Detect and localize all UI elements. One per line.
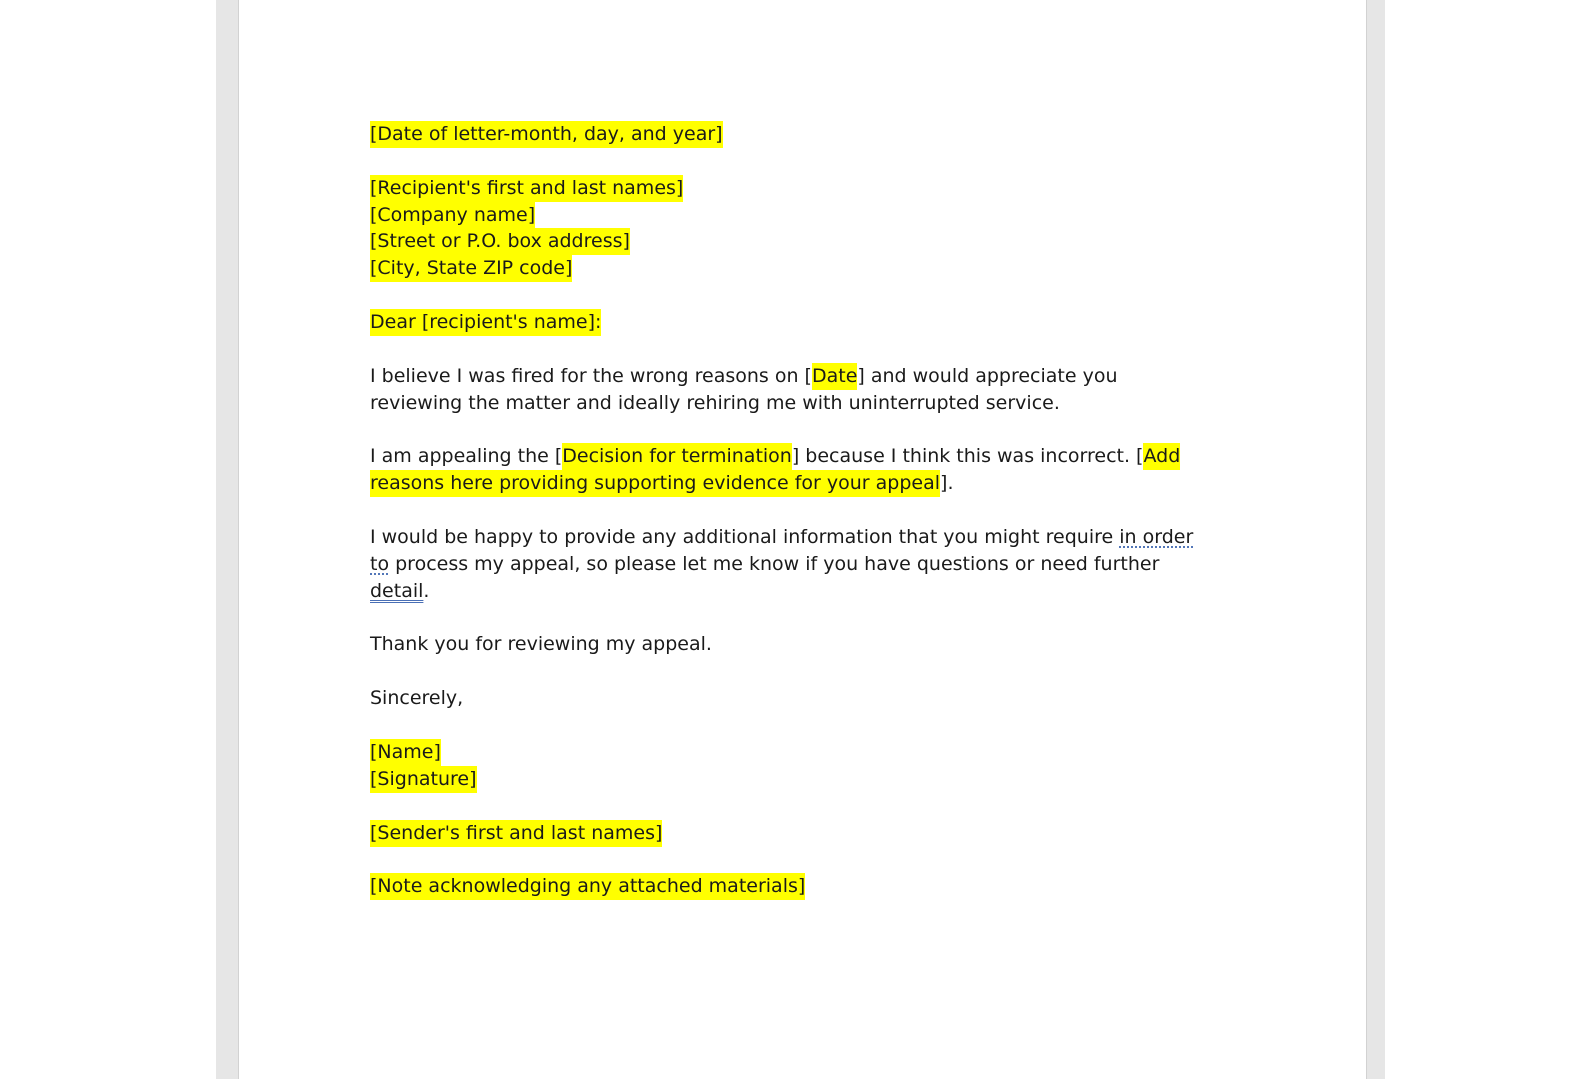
- body-paragraph-2: [370, 443, 1210, 497]
- body-paragraph-3: [370, 524, 1210, 604]
- recipient-address-block: [370, 175, 1210, 282]
- left-margin-gutter: [216, 0, 238, 1079]
- recipient-name-placeholder[interactable]: [Recipient's first and last names]: [370, 175, 683, 202]
- salutation-paragraph: [370, 309, 1210, 336]
- decision-placeholder[interactable]: Decision for termination: [562, 443, 792, 470]
- para2-text-c: ] because I think this was incorrect. [: [791, 445, 1144, 468]
- city-state-zip-placeholder[interactable]: [City, State ZIP code]: [370, 255, 572, 282]
- grammar-suggestion-in-order-to[interactable]: in order to: [370, 525, 1194, 575]
- attachments-note-placeholder[interactable]: [Note acknowledging any attached materials]: [370, 873, 805, 900]
- reasons-placeholder[interactable]: Add reasons here providing supporting evidence for your appeal: [370, 443, 1180, 497]
- para1-text-a: I believe I was fired for the wrong reasons on [: [370, 364, 812, 387]
- para2-text-a: I am appealing the [: [370, 445, 563, 468]
- grammar-suggestion-detail[interactable]: detail: [370, 579, 424, 602]
- name-placeholder[interactable]: [Name]: [370, 739, 441, 766]
- signature-block: [370, 739, 1210, 793]
- thanks-paragraph: [370, 631, 1210, 658]
- closing-text: Sincerely,: [370, 687, 464, 710]
- date-paragraph: [370, 121, 1210, 148]
- sender-paragraph: [370, 820, 1210, 847]
- letter-body[interactable]: [370, 121, 1210, 927]
- body-paragraph-1: [370, 363, 1210, 417]
- attachments-paragraph: [370, 873, 1210, 900]
- company-name-placeholder[interactable]: [Company name]: [370, 202, 535, 229]
- termination-date-placeholder[interactable]: Date: [812, 363, 857, 390]
- street-address-placeholder[interactable]: [Street or P.O. box address]: [370, 228, 630, 255]
- salutation-placeholder[interactable]: Dear [recipient's name]:: [370, 309, 601, 336]
- thanks-text: Thank you for reviewing my appeal.: [370, 633, 712, 656]
- para2-text-e: ].: [940, 472, 954, 495]
- closing-paragraph: [370, 685, 1210, 712]
- sender-name-placeholder[interactable]: [Sender's first and last names]: [370, 820, 662, 847]
- right-margin-gutter: [1367, 0, 1385, 1079]
- signature-placeholder[interactable]: [Signature]: [370, 766, 477, 793]
- para3-text-e: .: [423, 579, 430, 602]
- para3-text-a: I would be happy to provide any additional information that you might require: [370, 525, 1120, 548]
- para3-text-c: process my appeal, so please let me know if you have questions or need further: [389, 552, 1160, 575]
- date-placeholder[interactable]: [Date of letter-month, day, and year]: [370, 121, 723, 148]
- para1-text-c: ] and would appreciate you reviewing the matter and ideally rehiring me with uninterrupted service.: [370, 364, 1118, 414]
